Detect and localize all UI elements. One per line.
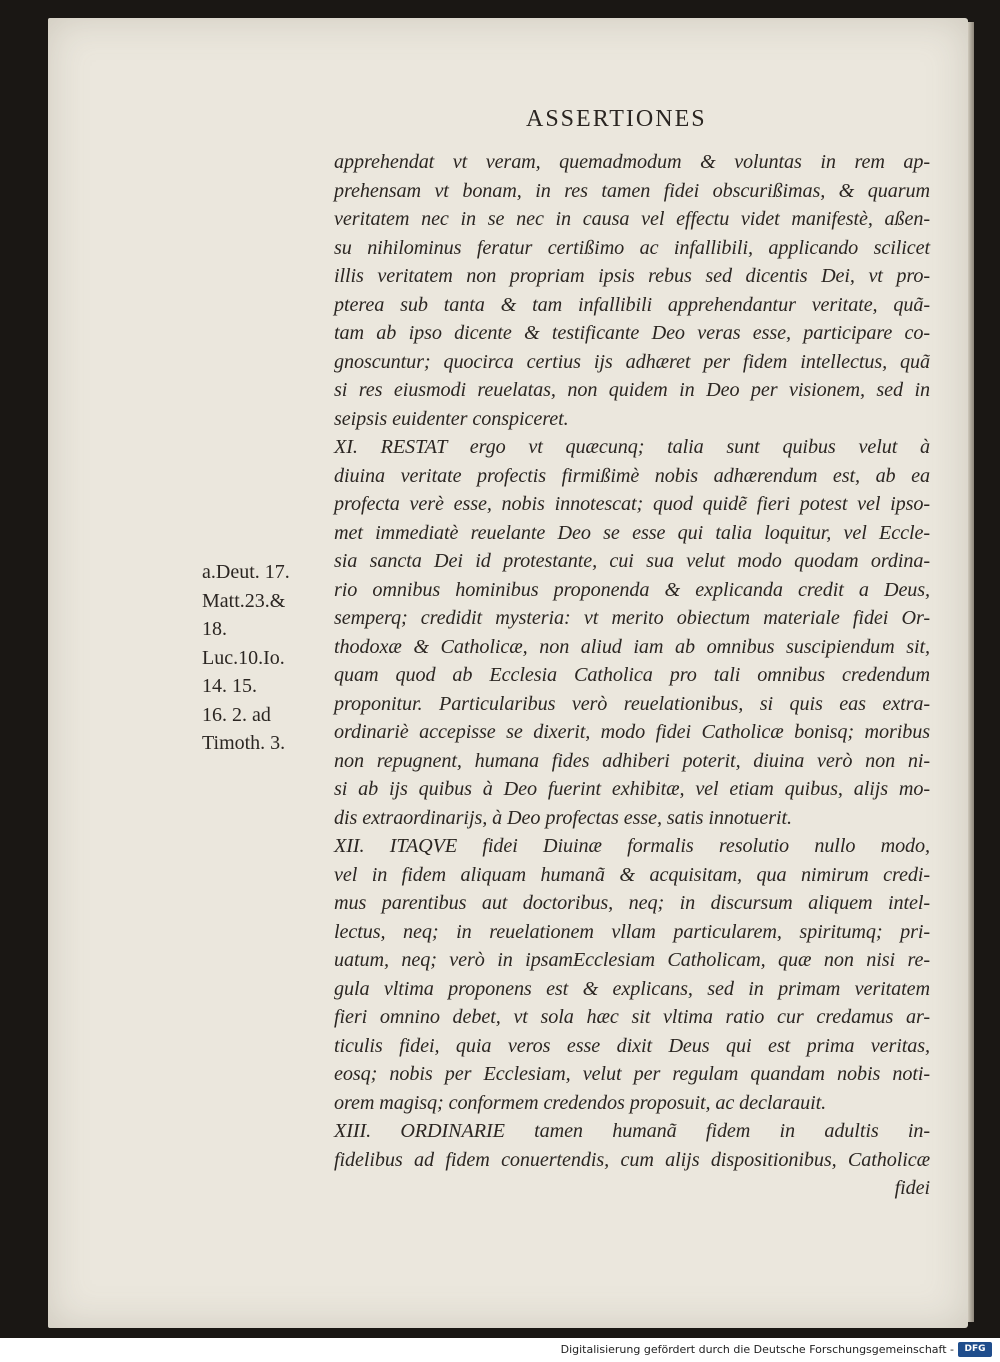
text-line: si res eiusmodi reuelatas, non quidem in Deo per visionem, sed in — [334, 379, 930, 401]
section-heading-xii: XII. ITAQVE fidei Diuinæ formalis resolutio nullo modo, — [334, 835, 930, 857]
text-line: proponitur. Particularibus verò reuelationibus, si quis eas extra- — [334, 692, 930, 715]
text-line: mus parentibus aut doctoribus, neq; in discursum aliquem intel- — [334, 892, 930, 914]
text-line: vel in fidem aliquam humanã & acquisitam, qua nimirum credi- — [334, 863, 930, 886]
margin-note: 18. — [202, 618, 227, 640]
margin-note: Timoth. 3. — [202, 732, 286, 754]
text-line: prehensam vt bonam, in res tamen fidei obscurißimas, & quarum — [334, 179, 930, 202]
text-line: tam ab ipso dicente & testificante Deo veras esse, participare co- — [334, 322, 930, 344]
footer-bar — [0, 1338, 1000, 1362]
funding-credit: Digitalisierung gefördert durch die Deutsche Forschungsgemeinschaft - — [560, 1343, 954, 1356]
section-heading-xiii: XIII. ORDINARIE tamen humanã fidem in adultis in- — [334, 1120, 930, 1142]
margin-note: 14. 15. — [202, 675, 257, 697]
text-line: sia sancta Dei id protestante, cui sua velut modo quodam ordina- — [334, 550, 930, 572]
body-text — [334, 148, 930, 1203]
text-line: illis veritatem non propriam ipsis rebus sed dicentis Dei, vt pro- — [334, 265, 930, 287]
text-line: profecta verè esse, nobis innotescat; quod quidẽ fieri potest vel ipso- — [334, 493, 930, 515]
text-line: fieri omnino debet, vt sola hæc sit vltima ratio cur credamus ar- — [334, 1006, 930, 1028]
text-line: diuina veritate profectis firmißimè nobis adhærendum est, ab ea — [334, 464, 930, 487]
text-line: semperq; credidit mysteria: vt merito obiectum materiale fidei Or- — [334, 607, 930, 629]
text-line: seipsis euidenter conspiceret. — [334, 407, 569, 430]
section-heading-xi: XI. RESTAT ergo vt quæcunq; talia sunt quibus velut à — [334, 436, 930, 458]
margin-notes — [202, 558, 332, 758]
text-line: eosq; nobis per Ecclesiam, velut per regulam quandam nobis noti- — [334, 1063, 930, 1085]
text-line: ordinariè accepisse se dixerit, modo fidei Catholicæ bonisq; moribus — [334, 721, 930, 743]
text-line: met immediatè reuelante Deo se esse qui talia loquitur, vel Eccle- — [334, 521, 930, 544]
text-line: quam quod ab Ecclesia Catholica pro tali omnibus credendum — [334, 664, 930, 686]
text-line: ticulis fidei, quia veros esse dixit Deus qui est prima veritas, — [334, 1034, 930, 1057]
text-line: pterea sub tanta & tam infallibili apprehendantur veritate, quã- — [334, 293, 930, 316]
text-line: dis extraordinarijs, à Deo profectas esse, satis innotuerit. — [334, 806, 792, 829]
text-line: orem magisq; conformem credendos proposuit, ac declarauit. — [334, 1091, 827, 1114]
running-head: ASSERTIONES — [526, 106, 707, 132]
text-line: rio omnibus hominibus proponenda & explicanda credit a Deus, — [334, 578, 930, 601]
text-line: su nihilominus feratur certißimo ac infallibili, applicando scilicet — [334, 236, 930, 259]
page-edge — [968, 22, 974, 1322]
text-line: uatum, neq; verò in ipsamEcclesiam Catholicam, quæ non nisi re- — [334, 949, 930, 971]
text-line: non repugnent, humana fides adhiberi poterit, diuina verò non ni- — [334, 749, 930, 772]
text-line: veritatem nec in se nec in causa vel effectu videt manifestè, aßen- — [334, 208, 930, 230]
margin-note: 16. 2. ad — [202, 703, 271, 726]
dfg-logo-icon: DFG — [958, 1342, 992, 1357]
text-line: gula vltima proponens est & explicans, sed in primam veritatem — [334, 977, 930, 1000]
text-line: gnoscuntur; quocirca certius ijs adhæret per fidem intellectus, quã — [334, 350, 930, 373]
text-line: si ab ijs quibus à Deo fuerint exhibitæ, vel etiam quibus, alijs mo- — [334, 778, 930, 800]
catchword: fidei — [894, 1177, 930, 1199]
margin-note: a.Deut. 17. — [202, 561, 290, 583]
text-line: apprehendat vt veram, quemadmodum & voluntas in rem ap- — [334, 151, 930, 173]
text-line: lectus, neq; in reuelationem vllam particularem, spiritumq; pri- — [334, 920, 930, 943]
text-line: thodoxæ & Catholicæ, non aliud iam ab omnibus suscipiendum sit, — [334, 635, 930, 658]
text-line: fidelibus ad fidem conuertendis, cum alijs dispositionibus, Catholicæ — [334, 1148, 930, 1171]
margin-note: Matt.23.& — [202, 589, 286, 612]
margin-note: Luc.10.Io. — [202, 646, 285, 669]
